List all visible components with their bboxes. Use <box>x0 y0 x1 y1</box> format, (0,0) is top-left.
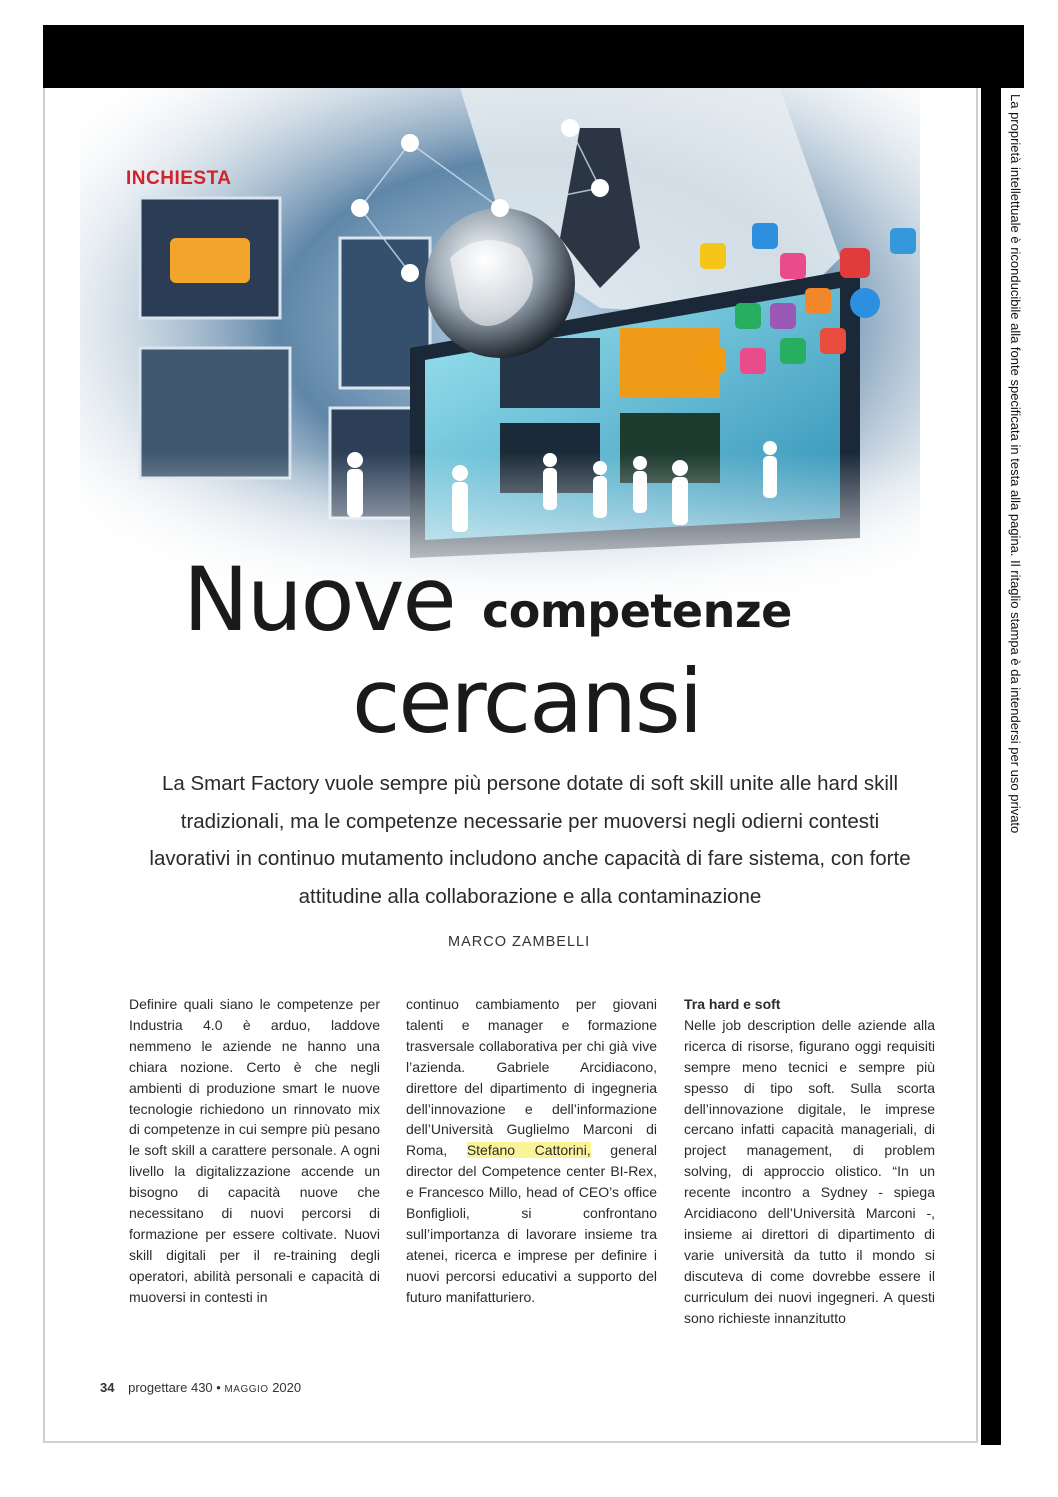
body-column-2-text-a: continuo cambiamento per giovani talenti e manager e formazione trasversale collaborativa per chi già vive l’azienda. Gabriele Arcidiacono, direttore del dipartimento di ingegneria dell’innovazione e dell’informazione dell’Università Guglielmo Marconi di Roma, <box>406 996 657 1159</box>
hero-illustration <box>80 88 920 608</box>
body-column-3 <box>684 994 935 1329</box>
sidebar-black-stripe <box>981 88 1001 1445</box>
body-column-1: Definire quali siano le competenze per Industria 4.0 è arduo, laddove nemmeno le aziende ne hanno una chiara nozione. Certo è che negli ambienti di produzione smart le nuove tecnologie richiedono un rinnovato mix di competenze in cui sempre più pesano le soft skill a carattere personale. A ogni livello la digitalizzazione accende un bisogno di capacità nuove che necessitano di nuovi percorsi di formazione per essere coltivate. Nuovi skill digitali per il re-training degli operatori, abilità personali e capacità di muoversi in contesti in <box>129 996 380 1305</box>
body-column-3-text: Nelle job description delle aziende alla ricerca di risorse, figurano oggi requisiti sempre meno tecnici e sempre più spesso di tipo soft. Sulla scorta dell’innovazione digitale, le imprese cercano infatti capacità manageriali, di project management, di problem solving, di approccio olistico. “In un recente incontro a Sydney - spiega Arcidiacono dell’Università Marconi -, insieme ai direttori di dipartimento di varie università da tutto il mondo si discuteva di come dovrebbe essere il curriculum dei nuovi ingegneri. A questi sono richieste innanzitutto <box>684 1016 935 1326</box>
issue-year: 2020 <box>272 1380 302 1395</box>
copyright-sidebar <box>978 88 1024 1445</box>
body-column-2-text-b: general director del Competence center BI-Rex, e Francesco Millo, head of CEO’s office Bonfiglioli, si confrontano sull’importanza di lavorare insieme tra atenei, ricerca e imprese per definire i nuovi percorsi educativi a supporto del futuro manifatturiero. <box>406 1142 657 1305</box>
article-author: MARCO ZAMBELLI <box>448 934 591 950</box>
article-title-word-1: Nuove <box>183 548 455 651</box>
section-category: INCHIESTA <box>126 168 232 189</box>
article-title-word-2: competenze <box>482 584 792 638</box>
highlighted-name: Stefano Cattorini, <box>466 1142 591 1159</box>
issue-month: MAGGIO <box>224 1384 269 1395</box>
page-number: 34 <box>100 1380 115 1395</box>
section-heading: Tra hard e soft <box>684 996 781 1012</box>
page-footer <box>100 1380 301 1395</box>
top-black-bar <box>43 25 1024 88</box>
article-title-word-3: cercansi <box>352 650 702 753</box>
copyright-notice: La proprietà intellettuale è riconducibile alla fonte specificata in testa alla pagina. Il ritaglio stampa è da intendersi per uso privato <box>1008 94 1023 834</box>
publication-name: progettare 430 • <box>128 1380 221 1395</box>
body-column-2 <box>406 994 657 1308</box>
article-subtitle: La Smart Factory vuole sempre più persone dotate di soft skill unite alle hard skill tradizionali, ma le competenze necessarie per muoversi negli odierni contesti lavorativi in continuo mutamento includono anche capacità di fare sistema, con forte attitudine alla collaborazione e alla contaminazione <box>149 772 911 908</box>
